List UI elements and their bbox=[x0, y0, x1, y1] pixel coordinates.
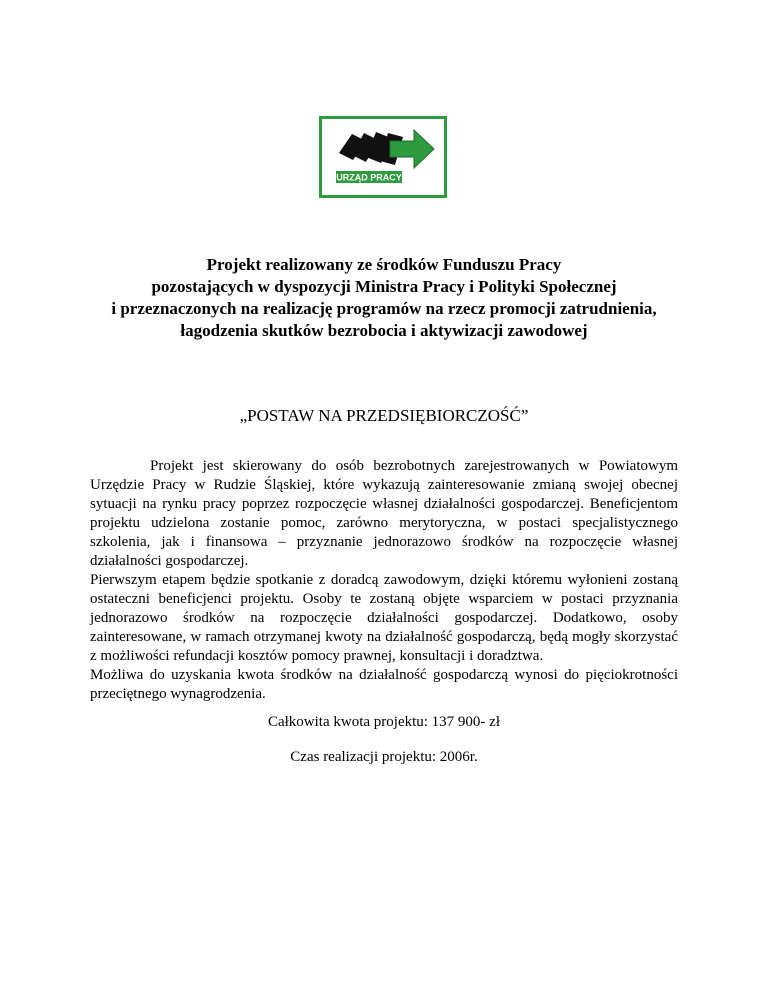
logo-label-text: URZĄD PRACY bbox=[336, 172, 402, 183]
paragraph-2: Pierwszym etapem będzie spotkanie z doradcą zawodowym, dzięki któremu wyłonieni zostaną ostateczni beneficjenci projektu. Osoby te zostaną objęte wsparciem w postaci przyznania jednorazowo środków na rozpoczęcie działalności gospodarczej. Dodatkowo, osoby zainteresowane, w ramach otrzymanej kwoty na działalność gospodarczą, będą mogły skorzystać z możliwości refundacji kosztów pomocy prawnej, konsultacji i doradztwa. bbox=[90, 572, 678, 664]
heading-line-1: Projekt realizowany ze środków Funduszu Pracy bbox=[206, 255, 562, 274]
heading-line-2: pozostających w dyspozycji Ministra Pracy i Polityki Społecznej bbox=[151, 277, 617, 296]
paragraph-3: Możliwa do uzyskania kwota środków na działalność gospodarczą wynosi do pięciokrotności przeciętnego wynagrodzenia. bbox=[90, 667, 678, 702]
urzad-pracy-logo bbox=[319, 116, 447, 198]
total-amount: Całkowita kwota projektu: 137 900- zł bbox=[267, 714, 501, 730]
logo-graphic bbox=[322, 119, 444, 195]
project-title: „POSTAW NA PRZEDSIĘBIORCZOŚĆ” bbox=[239, 406, 529, 425]
paragraph-1: Projekt jest skierowany do osób bezrobotnych zarejestrowanych w Powiatowym Urzędzie Pracy w Rudzie Śląskiej, które wykazują zainteresowanie zmianą swojej obecnej sytuacji na rynku pracy poprzez rozpoczęcie własnej działalności gospodarczej. Beneficjentom projektu udzielona zostanie pomoc, zarówno merytoryczna, w postaci specjalistycznego szkolenia, jak i finansowa – przyznanie jednorazowo środków na rozpoczęcie własnej działalności gospodarczej. bbox=[90, 458, 678, 569]
implementation-time: Czas realizacji projektu: 2006r. bbox=[290, 749, 478, 765]
heading-line-3: i przeznaczonych na realizację programów na rzecz promocji zatrudnienia, bbox=[111, 299, 657, 318]
heading-line-4: łagodzenia skutków bezrobocia i aktywizacji zawodowej bbox=[180, 321, 588, 340]
funding-heading bbox=[60, 254, 708, 342]
project-description bbox=[90, 457, 678, 704]
